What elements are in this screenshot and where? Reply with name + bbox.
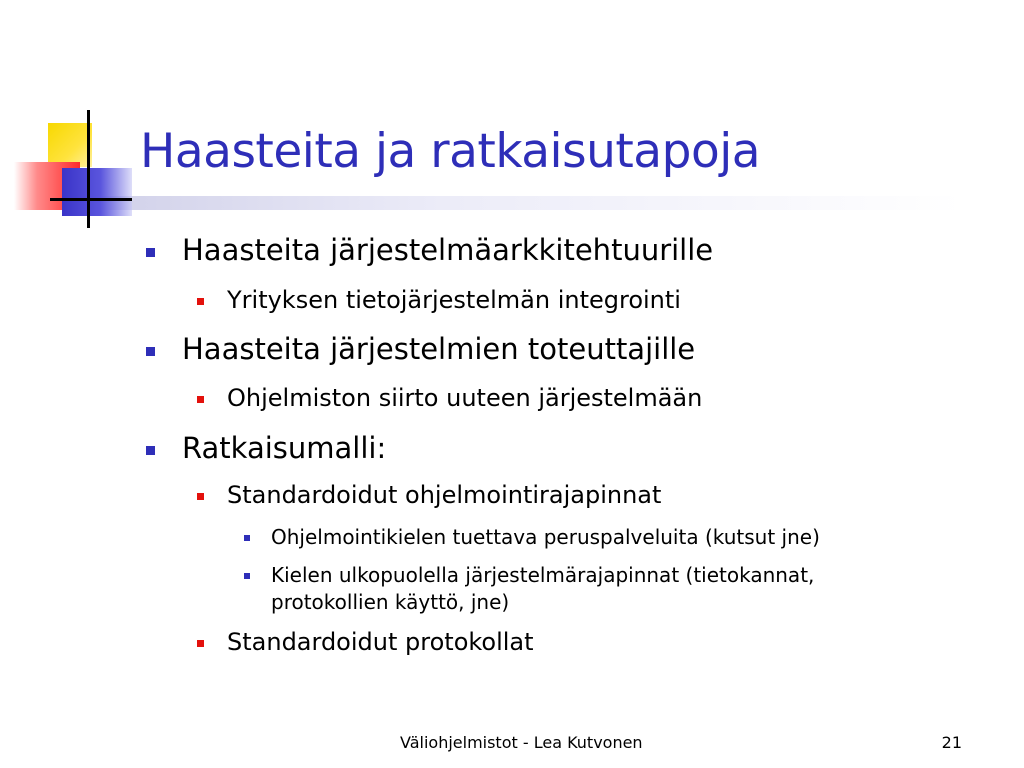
square-bullet-icon [197, 298, 204, 305]
slide-title: Haasteita ja ratkaisutapoja [140, 124, 761, 179]
square-bullet-icon [197, 396, 204, 403]
page-number: 21 [941, 733, 962, 752]
square-bullet-icon [146, 446, 155, 455]
bullet-text: Haasteita järjestelmien toteuttajille [182, 332, 696, 366]
sub-bullet-item [227, 628, 534, 656]
square-bullet-icon [244, 535, 250, 541]
square-bullet-icon [146, 248, 155, 257]
square-bullet-icon [197, 640, 204, 647]
sub-bullet-text: Standardoidut protokollat [227, 628, 534, 656]
sub-sub-bullet-text-line1: Kielen ulkopuolella järjestelmärajapinnat (tietokannat, [271, 563, 815, 587]
sub-bullet-item [227, 384, 702, 412]
footer-text: Väliohjelmistot - Lea Kutvonen [400, 733, 643, 752]
bullet-item [182, 233, 713, 267]
sub-bullet-text: Yrityksen tietojärjestelmän integrointi [227, 286, 681, 314]
square-bullet-icon [197, 493, 204, 500]
sub-bullet-item [227, 286, 681, 314]
sub-sub-bullet-item [271, 562, 814, 616]
square-bullet-icon [244, 573, 250, 579]
square-bullet-icon [146, 347, 155, 356]
sub-sub-bullet-text: Ohjelmointikielen tuettava peruspalveluita (kutsut jne) [271, 525, 820, 549]
sub-bullet-text: Standardoidut ohjelmointirajapinnat [227, 481, 662, 509]
sub-sub-bullet-item [271, 524, 820, 551]
bullet-item [182, 332, 695, 366]
bullet-text: Haasteita järjestelmäarkkitehtuurille [182, 233, 714, 267]
sub-bullet-text: Ohjelmiston siirto uuteen järjestelmään [227, 384, 703, 412]
sub-sub-bullet-text-line2: protokollien käyttö, jne) [271, 590, 510, 614]
sub-bullet-item [227, 481, 661, 509]
bullet-item [182, 431, 386, 465]
bullet-text: Ratkaisumalli: [182, 431, 387, 465]
